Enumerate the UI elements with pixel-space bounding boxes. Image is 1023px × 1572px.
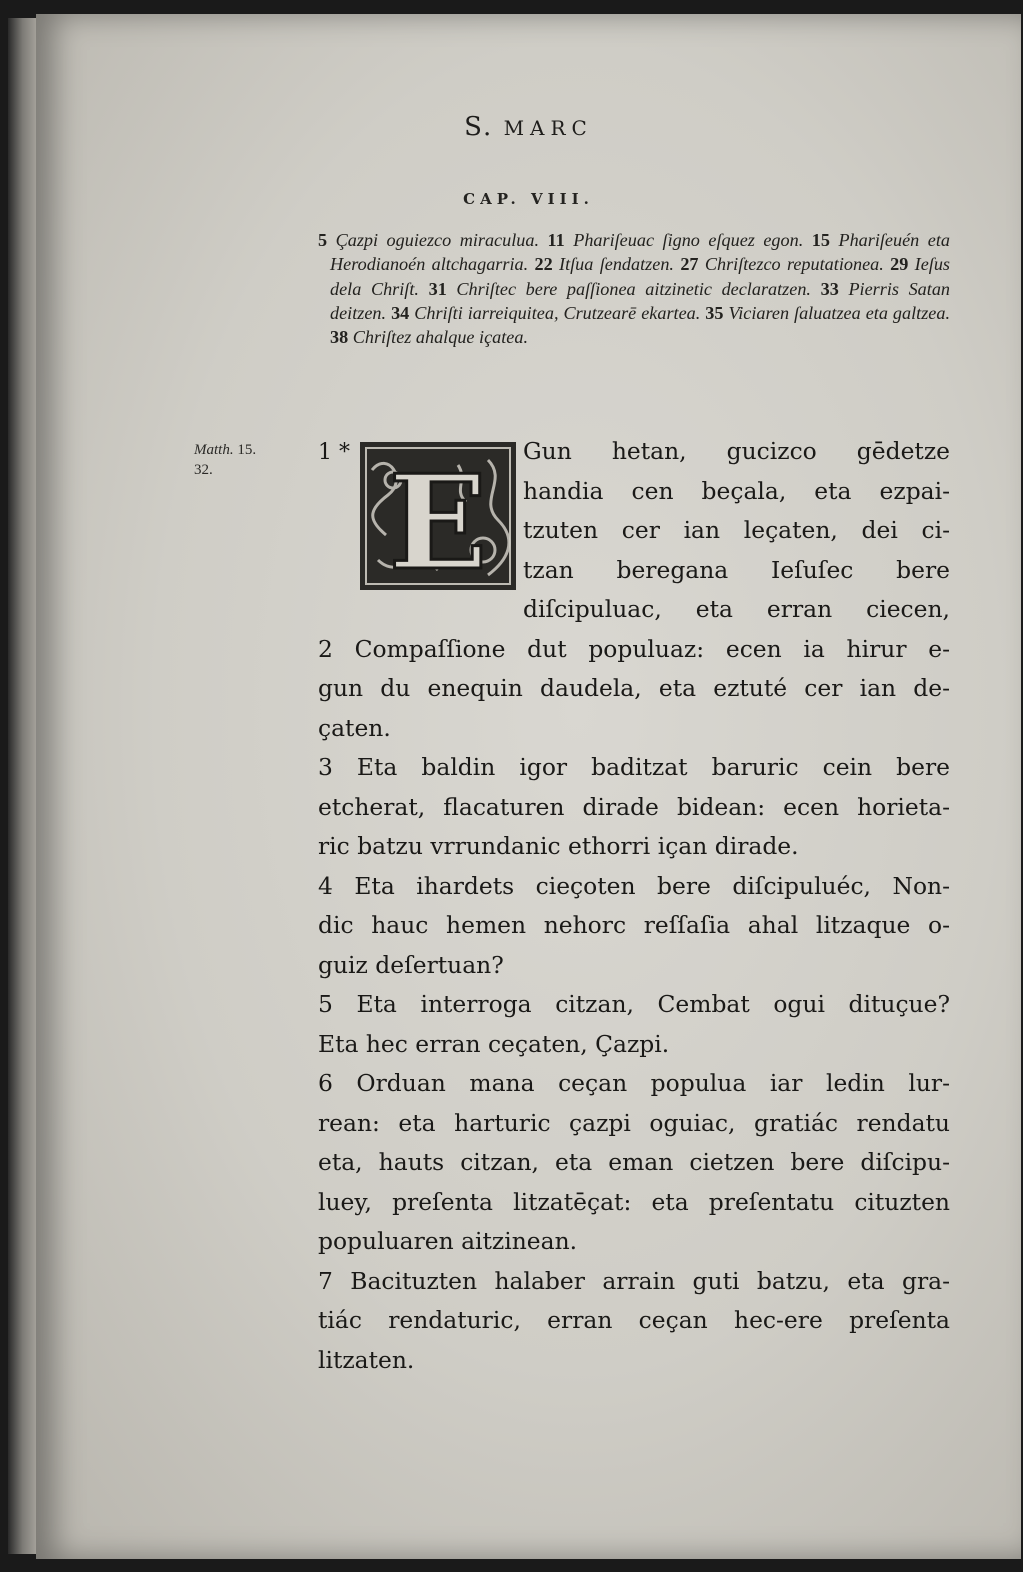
- text-line: 5 Eta interroga citzan, Cembat ogui dituçue?: [318, 990, 950, 1018]
- summary-verse-number: 29: [890, 254, 915, 275]
- summary-verse-number: 31: [428, 278, 457, 299]
- text-line: Eta hec erran ceçaten, Çazpi.: [318, 1029, 670, 1058]
- summary-entry: [330, 327, 528, 347]
- summary-verse-number: 11: [547, 230, 574, 250]
- summary-verse-number: 27: [680, 254, 705, 275]
- summary-text: Chriſtez ahalque içatea.: [352, 327, 529, 348]
- dropcap-letter: E: [388, 446, 488, 592]
- margin-ref-verse: 32.: [194, 462, 213, 478]
- text-line: çaten.: [318, 713, 391, 742]
- text-line: tzan beregana Ieſuſec bere: [523, 555, 950, 584]
- verse-text-body: [318, 432, 950, 1380]
- summary-verse-number: 5: [318, 230, 336, 250]
- running-head-prefix: S.: [464, 112, 494, 142]
- text-line: 4 Eta ihardets cieçoten bere diſcipuluéc, Non-: [318, 871, 950, 900]
- running-head-word: MARC: [503, 116, 593, 140]
- text-line: litzaten.: [318, 1345, 415, 1374]
- summary-verse-number: 34: [391, 302, 415, 323]
- summary-entry: [534, 254, 680, 274]
- summary-text: Chriſtec bere paſſionea aitzinetic declaratzen.: [456, 278, 821, 299]
- chapter-heading: CAP. VIII.: [463, 190, 594, 208]
- summary-text: Chriſti iarreiquitea, Crutzearē ekartea.: [414, 302, 706, 323]
- running-head: [36, 112, 1021, 142]
- margin-reference: [194, 440, 256, 480]
- margin-ref-chapter: 15.: [237, 442, 257, 458]
- text-line: diſcipuluac, eta erran ciecen,: [523, 595, 950, 623]
- first-verse-lines: [523, 432, 950, 630]
- text-line: guiz deſertuan?: [318, 950, 504, 979]
- text-line: 3 Eta baldin igor baditzat baruric cein bere: [318, 753, 950, 781]
- summary-text: Pierris Satan deitzen.: [330, 278, 951, 323]
- text-line: Gun hetan, gucizco gēdetze: [523, 437, 950, 465]
- summary-text: Chriſtezco reputationea.: [704, 254, 891, 275]
- text-line: gun du enequin daudela, eta eztuté cer ian de-: [318, 674, 950, 702]
- chapter-summary: [318, 228, 950, 349]
- summary-text: Phariſeuén eta Herodianoén altchagarria.: [330, 230, 950, 275]
- summary-verse-number: 38: [330, 327, 353, 348]
- summary-verse-number: 15: [811, 230, 839, 250]
- summary-entry: [680, 254, 890, 274]
- summary-text: Çazpi oguiezco miraculua.: [335, 230, 548, 250]
- summary-text: Viciaren ſaluatzea eta galtzea.: [728, 302, 950, 323]
- summary-entry: [548, 230, 812, 250]
- summary-entry: [429, 279, 821, 299]
- summary-verse-number: 33: [820, 278, 849, 299]
- summary-entry: [705, 303, 950, 323]
- margin-ref-book: Matth.: [194, 442, 234, 458]
- summary-entry: [318, 230, 548, 250]
- text-line: rean: eta harturic çazpi oguiac, gratiác rendatu: [318, 1108, 950, 1137]
- text-line: dic hauc hemen nehorc reſſaſia ahal litzaque o-: [318, 911, 950, 939]
- text-line: tzuten cer ian leçaten, dei ci-: [523, 516, 950, 544]
- text-line: handia cen beçala, eta ezpai-: [523, 476, 950, 505]
- summary-verse-number: 22: [534, 254, 560, 275]
- text-line: ric batzu vrrundanic ethorri içan dirade.: [318, 832, 799, 860]
- summary-verse-number: 35: [705, 302, 729, 323]
- verse-lines: [318, 630, 950, 1381]
- text-line: tiác rendaturic, erran ceçan hec-ere preſenta: [318, 1306, 950, 1334]
- summary-text: Phariſeuac ſigno eſquez egon.: [573, 230, 812, 250]
- text-line: 7 Bacituzten halaber arrain guti batzu, eta gra-: [318, 1266, 950, 1295]
- text-line: 2 Compaſſione dut populuaz: ecen ia hirur e-: [318, 634, 950, 663]
- summary-text: Itſua ſendatzen.: [559, 254, 681, 275]
- text-line: eta, hauts citzan, eta eman cietzen bere diſcipu-: [318, 1148, 950, 1176]
- verse-marker: 1 *: [318, 440, 350, 465]
- text-line: luey, preſenta litzatēçat: eta preſentatu cituzten: [318, 1187, 950, 1216]
- summary-text: Ieſus dela Chriſt.: [330, 254, 951, 299]
- text-line: populuaren aitzinean.: [318, 1227, 578, 1255]
- text-line: 6 Orduan mana ceçan populua iar ledin lur-: [318, 1069, 950, 1097]
- text-line: etcherat, flacaturen dirade bidean: ecen horieta-: [318, 792, 950, 821]
- summary-entry: [391, 303, 705, 323]
